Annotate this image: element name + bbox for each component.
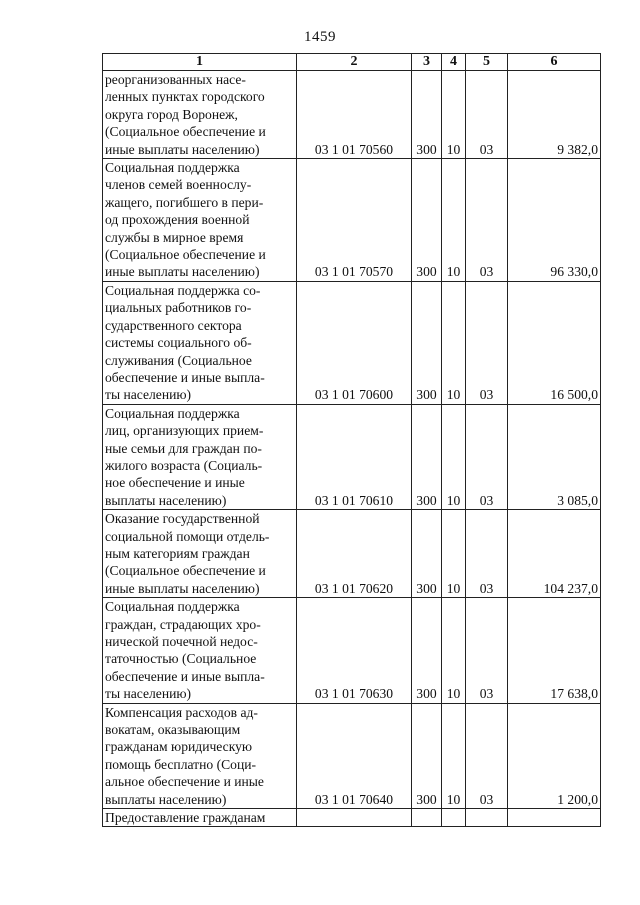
expense-name-line: помощь бесплатно (Соци-	[105, 756, 257, 772]
expense-name-line: таточностью (Социальное	[105, 651, 257, 667]
expense-name-line: ным категориям граждан	[105, 545, 250, 561]
table-row	[103, 809, 601, 827]
expense-name-line: циальных работников го-	[105, 300, 252, 316]
expense-name-line: реорганизованных насе-	[105, 72, 246, 87]
table-row	[103, 159, 601, 282]
amount-cell: 9 382,0	[508, 71, 601, 159]
table-header-row	[103, 54, 601, 71]
amount-cell: 3 085,0	[508, 404, 601, 509]
expense-name-line: службы в мирное время	[105, 229, 244, 245]
expense-name-line: (Социальное обеспечение и	[105, 563, 266, 579]
expense-type-cell: 300	[412, 159, 442, 282]
subsection-cell: 03	[466, 510, 508, 598]
section-cell: 10	[442, 404, 466, 509]
expense-name-line: иные выплаты населению)	[105, 264, 260, 280]
section-cell: 10	[442, 281, 466, 404]
expense-name-line: служивания (Социальное	[105, 352, 252, 368]
expense-name-cell	[103, 404, 297, 509]
expense-name-line: ное обеспечение и иные	[105, 475, 245, 491]
target-article-code-cell: 03 1 01 70640	[297, 703, 412, 808]
section-cell: 10	[442, 510, 466, 598]
expense-name-line: вокатам, оказывающим	[105, 722, 241, 738]
section-cell: 10	[442, 703, 466, 808]
subsection-cell: 03	[466, 71, 508, 159]
expense-name-line: лиц, организующих прием-	[105, 423, 264, 439]
expense-name-line: выплаты населению)	[105, 791, 227, 807]
amount-cell	[508, 809, 601, 827]
expense-name-line: ленных пунктах городского	[105, 89, 265, 105]
section-cell: 10	[442, 598, 466, 703]
table-row	[103, 510, 601, 598]
expense-name-cell	[103, 703, 297, 808]
subsection-cell: 03	[466, 281, 508, 404]
expense-name-cell	[103, 281, 297, 404]
table-row	[103, 703, 601, 808]
expense-name-line: системы социального об-	[105, 335, 252, 351]
expense-name-line: социальной помощи отдель-	[105, 528, 270, 544]
expense-name-line: гражданам юридическую	[105, 739, 253, 755]
expense-name-cell	[103, 159, 297, 282]
expense-name-line: Социальная поддержка	[105, 405, 240, 421]
expense-name-line: ные семьи для граждан по-	[105, 440, 262, 456]
expense-name-line: обеспечение и иные выпла-	[105, 668, 265, 684]
column-header-6: 6	[508, 54, 601, 71]
expense-name-line: Социальная поддержка	[105, 160, 240, 176]
expense-name-line: жащего, погибшего в пери-	[105, 194, 264, 210]
expense-name-line: иные выплаты населению)	[105, 580, 260, 596]
column-header-3: 3	[412, 54, 442, 71]
target-article-code-cell: 03 1 01 70560	[297, 71, 412, 159]
column-header-2: 2	[297, 54, 412, 71]
subsection-cell: 03	[466, 159, 508, 282]
expense-name-line: выплаты населению)	[105, 492, 227, 508]
target-article-code-cell: 03 1 01 70620	[297, 510, 412, 598]
expense-name-line: жилого возраста (Социаль-	[105, 457, 263, 473]
target-article-code-cell: 03 1 01 70610	[297, 404, 412, 509]
subsection-cell: 03	[466, 703, 508, 808]
amount-cell: 1 200,0	[508, 703, 601, 808]
expense-name-line: граждан, страдающих хро-	[105, 616, 261, 632]
expense-name-line: нической почечной недос-	[105, 634, 258, 649]
table-row	[103, 404, 601, 509]
page-number: 1459	[304, 29, 336, 45]
expense-name-line: иные выплаты населению)	[105, 141, 260, 157]
expense-name-line: ты населению)	[105, 387, 192, 403]
table-row	[103, 281, 601, 404]
amount-cell: 96 330,0	[508, 159, 601, 282]
column-header-1: 1	[103, 54, 297, 71]
expense-name-line: Компенсация расходов ад-	[105, 704, 258, 720]
expense-type-cell: 300	[412, 510, 442, 598]
expense-name-cell	[103, 71, 297, 159]
expense-name-line: Социальная поддержка со-	[105, 282, 261, 298]
section-cell: 10	[442, 159, 466, 282]
target-article-code-cell: 03 1 01 70600	[297, 281, 412, 404]
expense-name-cell	[103, 809, 297, 827]
expense-name-line: округа город Воронеж,	[105, 106, 238, 122]
expense-type-cell: 300	[412, 703, 442, 808]
expense-name-line: Предоставление гражданам	[105, 810, 266, 826]
expense-name-line: (Социальное обеспечение и	[105, 247, 266, 263]
subsection-cell: 03	[466, 598, 508, 703]
expense-type-cell	[412, 809, 442, 827]
expense-name-line: ты населению)	[105, 686, 192, 702]
expense-name-line: альное обеспечение и иные	[105, 774, 264, 790]
target-article-code-cell	[297, 809, 412, 827]
expense-name-line: од прохождения военной	[105, 212, 250, 228]
expense-type-cell: 300	[412, 404, 442, 509]
target-article-code-cell: 03 1 01 70630	[297, 598, 412, 703]
amount-cell: 17 638,0	[508, 598, 601, 703]
expense-name-cell	[103, 598, 297, 703]
expense-name-line: обеспечение и иные выпла-	[105, 369, 265, 385]
amount-cell: 16 500,0	[508, 281, 601, 404]
table-body	[103, 71, 601, 827]
expense-name-line: Оказание государственной	[105, 511, 260, 527]
expense-name-cell	[103, 510, 297, 598]
expense-name-line: (Социальное обеспечение и	[105, 124, 266, 140]
expense-name-line: членов семей военнослу-	[105, 177, 252, 193]
table-row	[103, 598, 601, 703]
budget-table	[102, 53, 601, 827]
section-cell: 10	[442, 71, 466, 159]
expense-name-line: сударственного сектора	[105, 317, 242, 333]
expense-type-cell: 300	[412, 598, 442, 703]
expense-type-cell: 300	[412, 71, 442, 159]
section-cell	[442, 809, 466, 827]
subsection-cell	[466, 809, 508, 827]
column-header-5: 5	[466, 54, 508, 71]
target-article-code-cell: 03 1 01 70570	[297, 159, 412, 282]
subsection-cell: 03	[466, 404, 508, 509]
amount-cell: 104 237,0	[508, 510, 601, 598]
expense-type-cell: 300	[412, 281, 442, 404]
column-header-4: 4	[442, 54, 466, 71]
table-row	[103, 71, 601, 159]
expense-name-line: Социальная поддержка	[105, 599, 240, 615]
